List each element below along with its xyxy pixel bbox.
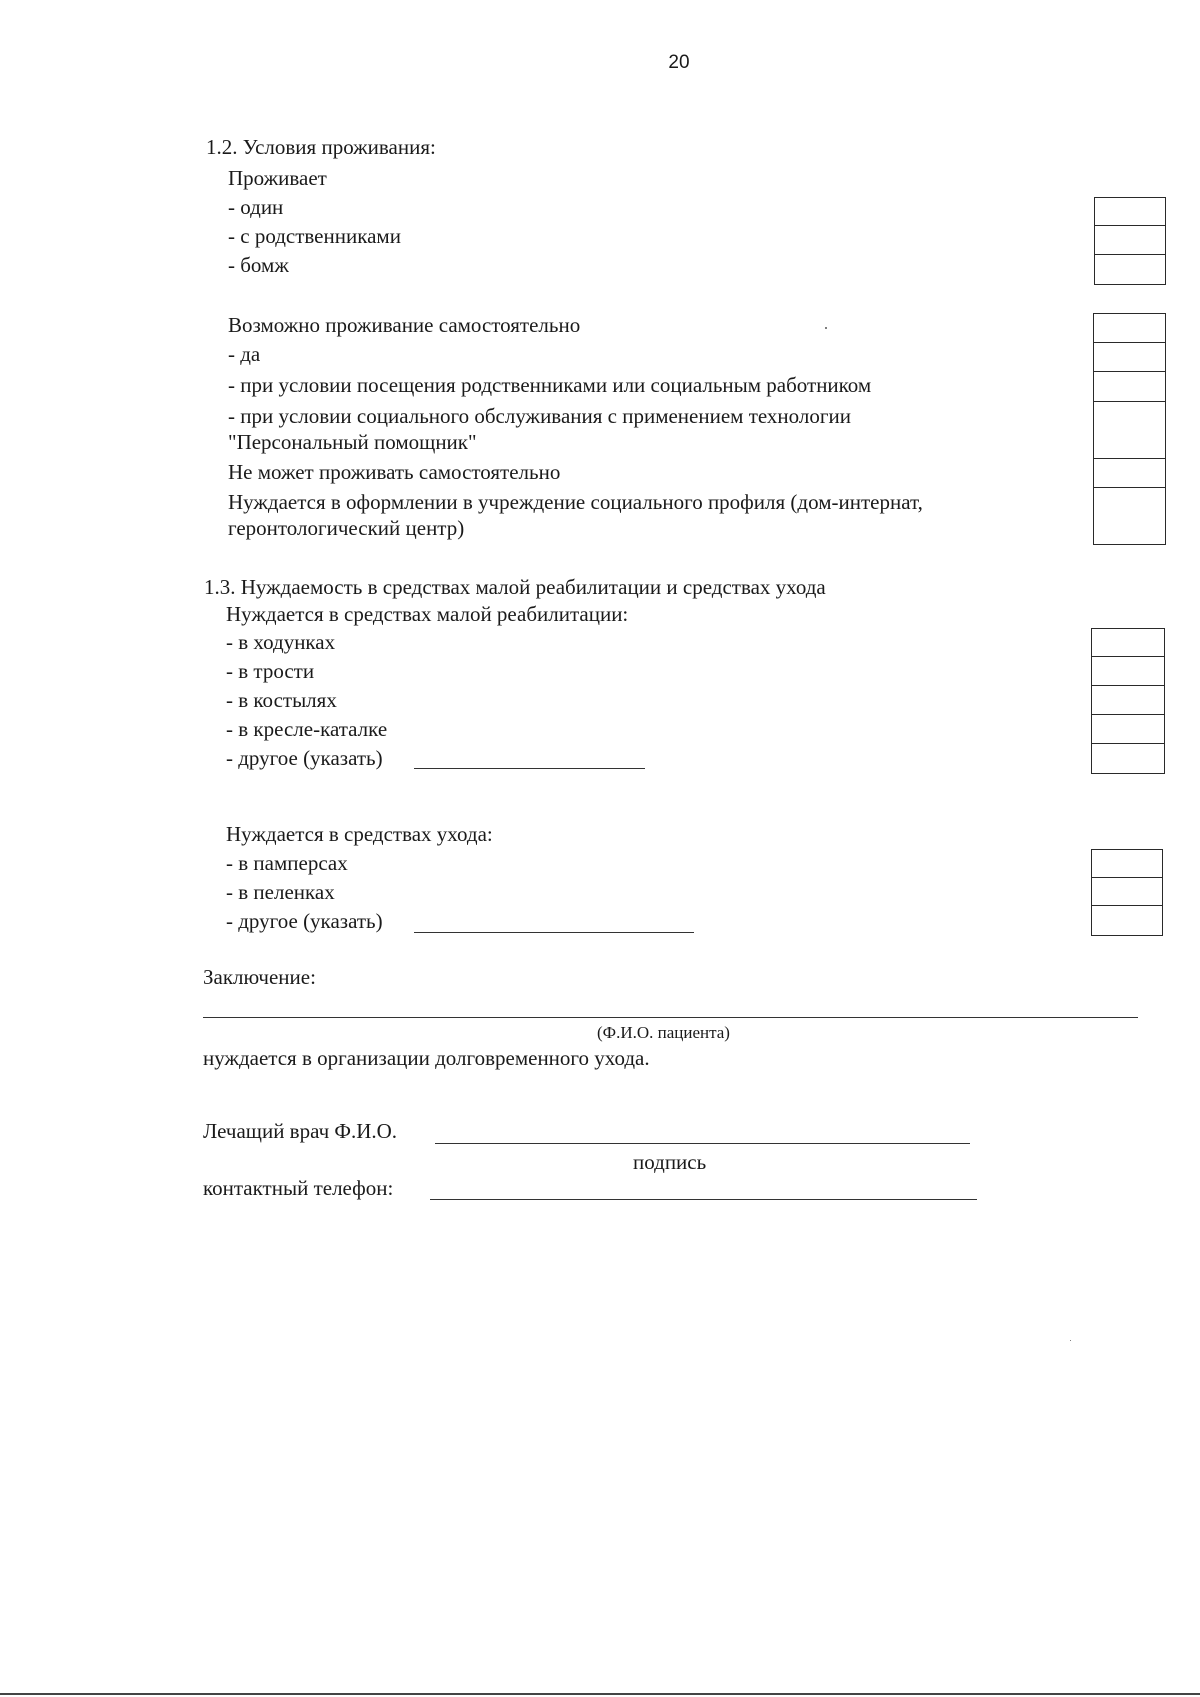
lives-checkbox-relatives[interactable] (1094, 225, 1166, 255)
lives-option-alone: - один (228, 195, 284, 219)
conclusion-label: Заключение: (203, 965, 316, 989)
care-checkbox-other[interactable] (1091, 905, 1163, 936)
needs-institution-line2: геронтологический центр) (228, 516, 465, 540)
doctor-name-field[interactable] (435, 1143, 970, 1144)
lives-checkbox-alone[interactable] (1094, 197, 1166, 227)
independent-option-visits: - при условии посещения родственниками или социальным работником (228, 373, 872, 397)
independent-checkbox-visits[interactable] (1093, 371, 1166, 403)
lives-label: Проживает (228, 166, 327, 190)
care-option-other: - другое (указать) (226, 909, 383, 933)
independent-checkbox-yes[interactable] (1093, 342, 1166, 373)
phone-label: контактный телефон: (203, 1176, 394, 1200)
rehab-option-cane: - в трости (226, 659, 315, 683)
signature-caption: подпись (633, 1150, 707, 1174)
conclusion-statement: нуждается в организации долговременного ухода. (203, 1046, 650, 1070)
doctor-label: Лечащий врач Ф.И.О. (203, 1119, 398, 1143)
rehab-option-other: - другое (указать) (226, 746, 383, 770)
patient-name-caption: (Ф.И.О. пациента) (597, 1023, 730, 1042)
care-other-field[interactable] (414, 932, 694, 933)
rehab-option-crutches: - в костылях (226, 688, 337, 712)
independent-label: Возможно проживание самостоятельно (228, 313, 581, 337)
independent-option-social-service-cont: "Персональный помощник" (228, 430, 477, 454)
rehab-checkbox-other[interactable] (1091, 743, 1165, 774)
lives-option-relatives: - с родственниками (228, 224, 401, 248)
independent-option-yes: - да (228, 342, 261, 366)
section-1-3-heading: 1.3. Нуждаемость в средствах малой реабилитации и средствах ухода (204, 575, 826, 599)
independent-checkbox-social-service[interactable] (1093, 401, 1166, 460)
rehab-option-walker: - в ходунках (226, 630, 336, 654)
care-label: Нуждается в средствах ухода: (226, 822, 493, 846)
stray-dot (1070, 1340, 1071, 1341)
rehab-checkbox-crutches[interactable] (1091, 685, 1165, 716)
independent-option-social-service: - при условии социального обслуживания с применением технологии (228, 404, 851, 428)
phone-field[interactable] (430, 1199, 977, 1200)
section-1-2-heading: 1.2. Условия проживания: (206, 135, 436, 159)
independent-checkbox-header[interactable] (1093, 313, 1166, 344)
rehab-other-field[interactable] (414, 768, 645, 769)
bottom-scan-edge (0, 1693, 1200, 1695)
care-option-diapers: - в памперсах (226, 851, 348, 875)
lives-option-homeless: - бомж (228, 253, 289, 277)
rehab-label: Нуждается в средствах малой реабилитации: (226, 602, 629, 626)
rehab-checkbox-walker[interactable] (1091, 628, 1165, 658)
care-checkbox-diapers[interactable] (1091, 849, 1163, 879)
cannot-live-alone: Не может проживать самостоятельно (228, 460, 561, 484)
needs-institution-line1: Нуждается в оформлении в учреждение социального профиля (дом-интернат, (228, 490, 923, 514)
stray-dot (825, 327, 827, 329)
patient-name-field[interactable] (203, 1017, 1138, 1018)
rehab-checkbox-wheelchair[interactable] (1091, 714, 1165, 745)
page-number: 20 (668, 52, 690, 73)
rehab-checkbox-cane[interactable] (1091, 656, 1165, 687)
needs-institution-checkbox[interactable] (1093, 487, 1166, 545)
rehab-option-wheelchair: - в кресле-каталке (226, 717, 388, 741)
cannot-live-alone-checkbox[interactable] (1093, 458, 1166, 489)
lives-checkbox-homeless[interactable] (1094, 254, 1166, 285)
care-checkbox-pads[interactable] (1091, 877, 1163, 907)
care-option-pads: - в пеленках (226, 880, 335, 904)
